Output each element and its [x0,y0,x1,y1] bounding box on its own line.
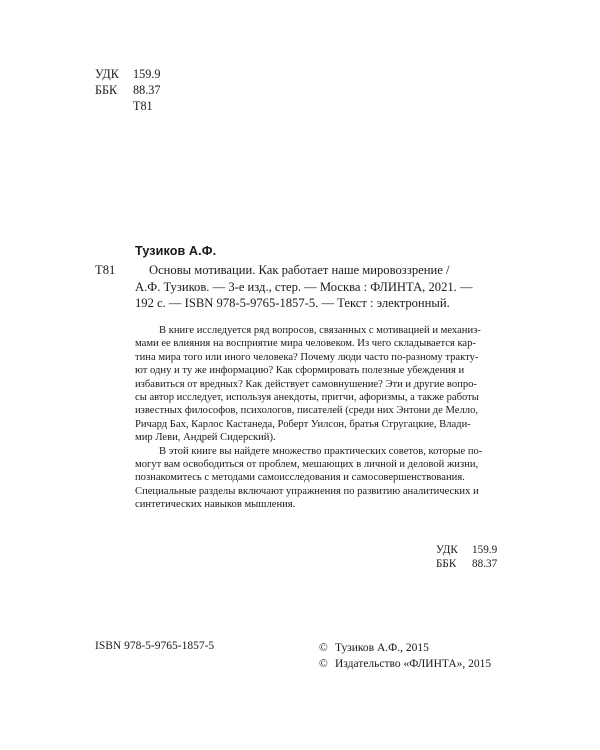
annotation-line: ют одну и ту же информацию? Как сформировать полезные убеждения и [135,365,465,377]
bbk-label-bottom: ББК [436,558,457,570]
annotation [135,324,525,512]
udk-row-bottom [436,543,497,557]
annotation-line: мами ее влияния на восприятие мира человеком. Из чего складывается кар- [135,338,476,350]
annotation-line: В книге исследуется ряд вопросов, связанных с мотивацией и механиз- [159,325,481,336]
annotation-line: Специальные разделы включают упражнения по развитию аналитических и [135,485,479,497]
author-code-row-top [95,98,160,114]
biblio-line: Основы мотивации. Как работает наше мировоззрение / [149,263,450,277]
bibliographic-description [135,262,525,312]
udk-row [95,66,160,82]
annotation-line: мир Леви, Андрей Сидерский). [135,432,276,444]
copyright-block [319,640,491,672]
author-code-top: Т81 [133,99,153,113]
bbk-value: 88.37 [133,83,161,97]
bbk-value-bottom: 88.37 [472,558,498,570]
author-name: Тузиков А.Ф. [135,244,217,258]
biblio-line: А.Ф. Тузиков. — 3-е изд., стер. — Москва : ФЛИНТА, 2021. — [135,279,473,294]
copyright-symbol: © [319,658,328,670]
annotation-line: могут вам освободиться от проблем, мешающих в личной и деловой жизни, [135,459,479,471]
bbk-row-bottom [436,557,497,571]
author-code: Т81 [95,263,116,277]
udk-value: 159.9 [133,67,161,81]
udk-label-bottom: УДК [436,544,458,556]
isbn: ISBN 978-5-9765-1857-5 [95,640,215,652]
bbk-label: ББК [95,83,118,97]
classification-block-top [95,66,160,114]
annotation-line: избавиться от вредных? Как действует самовнушение? Эти и другие вопро- [135,378,477,390]
annotation-line: известных философов, психологов, писателей (среди них Энтони де Мелло, [135,405,479,417]
copyright-line [319,656,491,672]
annotation-line: Ричард Бах, Карлос Кастанеда, Роберт Уилсон, братья Стругацкие, Влади- [135,418,471,430]
annotation-line: тина мира того или иного человека? Почему люди часто по-разному тракту- [135,351,479,363]
annotation-line: синтетических навыков мышления. [135,499,296,511]
copyright-line [319,640,491,656]
annotation-line: познакомитесь с методами самоисследования и самосовершенствования. [135,472,465,484]
annotation-line: сы автор исследует, используя анекдоты, притчи, афоризмы, а также работы [135,392,479,404]
bbk-row [95,82,160,98]
classification-block-bottom [436,543,497,571]
annotation-line: В этой книге вы найдете множество практических советов, которые по- [159,445,483,457]
copyright-text: Издательство «ФЛИНТА», 2015 [335,658,492,670]
udk-label: УДК [95,67,119,81]
copyright-text: Тузиков А.Ф., 2015 [335,642,429,654]
copyright-symbol: © [319,642,328,654]
biblio-line: 192 с. — ISBN 978-5-9765-1857-5. — Текст : электронный. [135,296,450,310]
udk-value-bottom: 159.9 [472,544,498,556]
